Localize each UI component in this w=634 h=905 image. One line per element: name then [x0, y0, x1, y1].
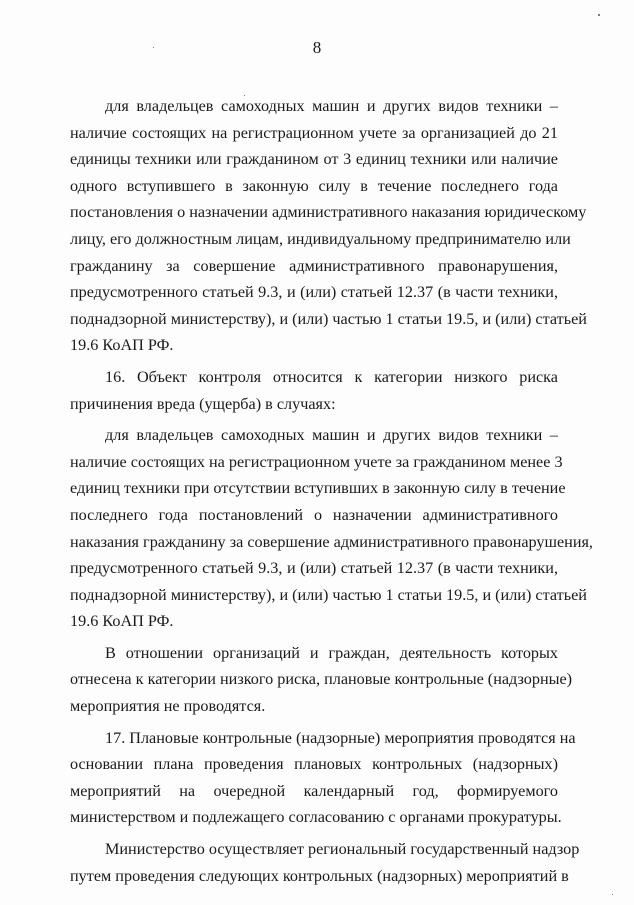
- text-line: отнесена к категории низкого риска, плановые контрольные (надзорные): [70, 670, 573, 689]
- scan-speck: [244, 95, 245, 96]
- paragraph: [70, 93, 587, 359]
- text-line: министерством и подлежащего согласованию с органами прокуратуры.: [70, 808, 562, 827]
- text-line: наличие состоящих на регистрационном учете за гражданином менее 3: [70, 452, 563, 471]
- text-line: лицу, его должностным лицам, индивидуальному предпринимателю или: [70, 229, 571, 248]
- text-line: наказания гражданину за совершение административного правонарушения,: [70, 532, 593, 551]
- text-line: одного вступившего в законную силу в течение последнего года: [70, 176, 558, 195]
- paragraph: [70, 836, 580, 889]
- scan-speck: [153, 47, 154, 48]
- scan-speck: [598, 14, 600, 16]
- text-line: 19.6 КоАП РФ.: [70, 336, 174, 355]
- text-line: 16. Объект контроля относится к категории низкого риска: [105, 367, 558, 386]
- text-line: В отношении организаций и граждан, деятельность которых: [105, 643, 558, 662]
- text-line: мероприятия не проводятся.: [70, 697, 266, 716]
- text-line: 19.6 КоАП РФ.: [70, 612, 174, 631]
- text-line: последнего года постановлений о назначении административного: [70, 505, 558, 524]
- text-line: единицы техники или гражданином от 3 единиц техники или наличие: [70, 150, 558, 169]
- text-line: для владельцев самоходных машин и других видов техники –: [105, 426, 558, 445]
- text-line: поднадзорной министерству), и (или) частью 1 статьи 19.5, и (или) статьей: [70, 585, 587, 604]
- paragraph: [70, 364, 558, 417]
- text-line: наличие состоящих на регистрационном учете за организацией до 21: [70, 123, 558, 142]
- text-line: 17. Плановые контрольные (надзорные) мероприятия проводятся на: [105, 728, 576, 747]
- document-body: [70, 93, 593, 889]
- text-line: мероприятий на очередной календарный год, формируемого: [70, 781, 558, 800]
- text-line: Министерство осуществляет региональный государственный надзор: [105, 840, 580, 859]
- text-line: для владельцев самоходных машин и других видов техники –: [105, 97, 558, 115]
- text-line: постановления о назначении административного наказания юридическому: [70, 203, 587, 222]
- page-number: 8: [312, 38, 322, 57]
- paragraph: [70, 422, 593, 635]
- text-line: предусмотренного статьей 9.3, и (или) статьей 12.37 (в части техники,: [70, 283, 558, 302]
- paragraph: [70, 640, 573, 720]
- text-line: основании плана проведения плановых контрольных (надзорных): [70, 755, 558, 774]
- text-line: предусмотренного статьей 9.3, и (или) статьей 12.37 (в части техники,: [70, 559, 558, 578]
- paragraph: [70, 725, 576, 831]
- text-line: гражданину за совершение административного правонарушения,: [70, 256, 558, 275]
- text-line: причинения вреда (ущерба) в случаях:: [70, 394, 336, 413]
- text-line: путем проведения следующих контрольных (надзорных) мероприятий в: [70, 866, 569, 885]
- scan-speck: [612, 894, 613, 895]
- text-line: единиц техники при отсутствии вступивших в законную силу в течение: [70, 479, 566, 498]
- text-line: поднадзорной министерству), и (или) частью 1 статьи 19.5, и (или) статьей: [70, 309, 587, 328]
